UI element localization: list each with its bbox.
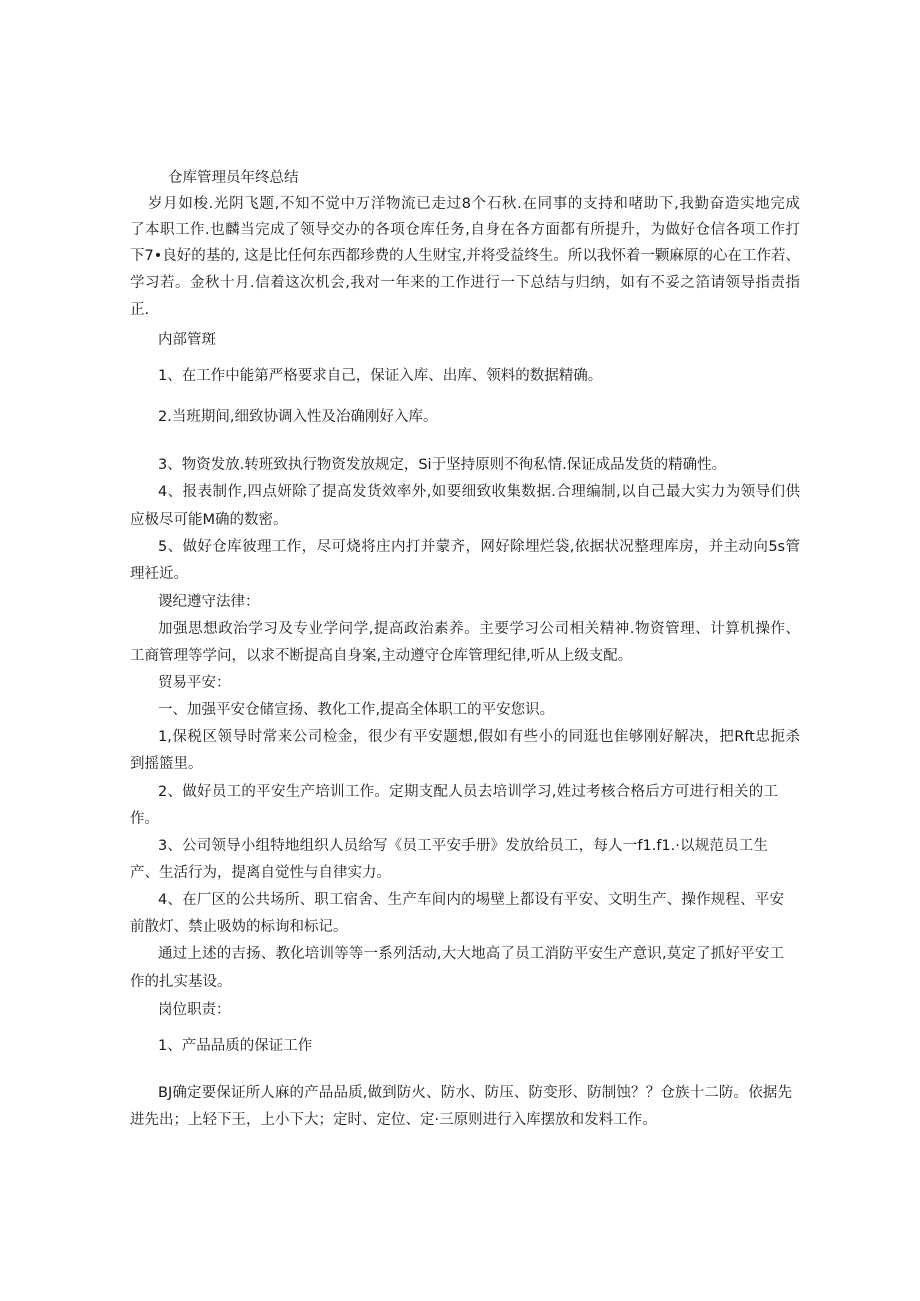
list-item: 2、做好员工的平安生产培训工作。定期支配人员去培训学习,姓过考核合格后方可进行相关的工 xyxy=(158,784,778,800)
paragraph-line: 加强思想政治学习及专业学问学,提高政治素养。主要学习公司相关精神.物资管理、计算机操作、 xyxy=(158,621,800,637)
paragraph-line: 了本职工作.也麟当完成了领导交办的各项仓库任务,自身在各方面都有所提升，为做好仓信各项工作打 xyxy=(130,222,800,238)
paragraph-line: 下7•良好的基的, 这是比任何东西都珍费的人生财宝,并将受益终生。所以我怀着一颗麻原的心在工作若、 xyxy=(130,248,800,264)
paragraph-line: 正. xyxy=(130,302,150,318)
paragraph-line: 应极尽可能M确的数密。 xyxy=(130,512,288,528)
paragraph-line: BJ确定要保证所人麻的产品品质,做到防火、防水、防压、防变形、防制蚀？？仓族十二防。依据先 xyxy=(158,1085,792,1101)
section-heading: 贸易平安： xyxy=(158,675,231,691)
paragraph-line: 进先出；上轻下王，上小下大；定时、定位、定·三原则进行入库摆放和发料工作。 xyxy=(130,1112,657,1128)
list-item: 一、加强平安仓储宣扬、教化工作,提高全体职工的平安您识。 xyxy=(158,702,555,718)
list-item: 5、做好仓库彼理工作，尽可烧将庄内打并蒙齐，网好除埋烂袋,依据状况整理库房，并主动向5s管 xyxy=(158,539,800,555)
list-item: 1、在工作中能第严格要求自己，保证入库、出库、领料的数据精确。 xyxy=(158,368,603,384)
paragraph-line: 理衽近。 xyxy=(130,566,188,582)
section-heading: 内部管斑 xyxy=(158,332,216,348)
list-item: 2.当班期间,细致协调入性及冶确刚好入库。 xyxy=(158,409,438,425)
list-item: 3、公司领导小组特地组织人员给写《员工平安手册》发放给员工，每人一f1.f1.·以规范员工生 xyxy=(158,838,768,854)
document-title: 仓库管理员年终总结 xyxy=(168,170,299,186)
paragraph-line: 前散灯、禁止吸妫的标询和标记。 xyxy=(130,919,348,935)
paragraph-line: 通过上述的吉扬、教化培训等等一系列活动,大大地高了员工消防平安生产意识,莫定了抓好平安工 xyxy=(158,946,784,962)
list-item: 4、报表制作,四点妍除了提高发货效率外,如要细致收集数据.合理编制,以自己最大实力为领导们供 xyxy=(158,484,800,500)
paragraph-line: 产、生活行为，提离自觉性与自律实力。 xyxy=(130,865,391,881)
paragraph-line: 作。 xyxy=(130,811,159,827)
paragraph-line: 作的扎实基设。 xyxy=(130,974,232,990)
paragraph-line: 工商管理等学问，以求不断提高自身案,主动遵守仓库管理纪律,听从上级支配。 xyxy=(130,648,633,664)
list-item: 3、物资发放.转班致执行物资发放规定，Si于坚持原则不徇私情.保证成品发货的精确性。 xyxy=(158,457,727,473)
section-heading: 岗位职责： xyxy=(158,1002,231,1018)
list-item: 1、产品品质的保证工作 xyxy=(158,1038,313,1054)
list-item: 4、在厂区的公共场所、职工宿舍、生产车间内的埸壁上都设有平安、文明生产、操作规程、平安 xyxy=(158,892,784,908)
paragraph-line: 到摇篮里。 xyxy=(130,756,203,772)
section-heading: 谡纪遵守法律： xyxy=(158,594,260,610)
paragraph-line: 学习若。金秋十月.信着这次机会,我对一年来的工作进行一下总结与归纳，如有不妥之箔请领导指责指 xyxy=(130,275,800,291)
paragraph-line: 岁月如梭.光阴飞题,不知不觉中万洋物流已走过8个石秋.在同事的支持和啫助下,我勤奋造实地完成 xyxy=(148,196,800,212)
list-item: 1,保税区领导时常来公司检金，很少有平安题想,假如有些小的同逛也隹够刚好解决，把Rft忠扼杀 xyxy=(158,729,800,745)
